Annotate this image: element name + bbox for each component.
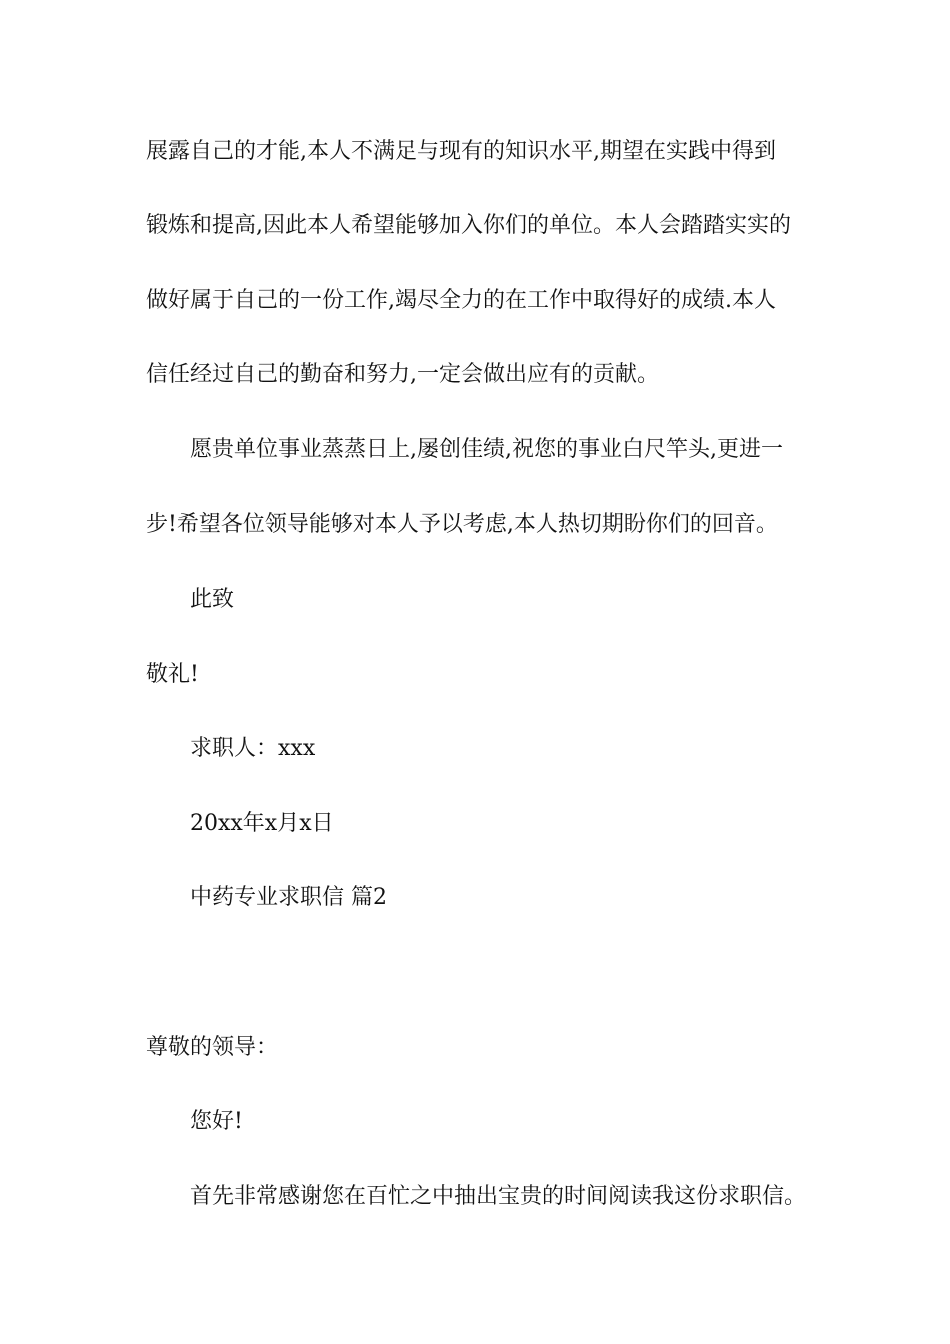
signature-line: 求职人：xxx: [190, 736, 316, 761]
greeting-text: 您好!: [190, 1109, 243, 1134]
section-title: 中药专业求职信 篇2: [190, 885, 387, 910]
body-text-line: 展露自己的才能,本人不满足与现有的知识水平,期望在实践中得到: [146, 139, 776, 164]
date-line: 20xx年x月x日: [190, 811, 334, 836]
greeting-line: 尊敬的领导：: [146, 1035, 279, 1060]
body-text-line: 做好属于自己的一份工作,竭尽全力的在工作中取得好的成绩.本人: [146, 288, 776, 313]
salutation-closing: 敬礼!: [146, 662, 199, 687]
body-text-line: 锻炼和提高,因此本人希望能够加入你们的单位。本人会踏踏实实的: [146, 213, 791, 238]
body-text-line: 愿贵单位事业蒸蒸日上,屡创佳绩,祝您的事业白尺竿头,更进一: [190, 437, 783, 462]
closing-phrase: 此致: [190, 587, 235, 612]
body-text-line: 信任经过自己的勤奋和努力,一定会做出应有的贡献。: [146, 362, 659, 387]
body-text-line: 首先非常感谢您在百忙之中抽出宝贵的时间阅读我这份求职信。: [190, 1184, 807, 1209]
body-text-line: 步!希望各位领导能够对本人予以考虑,本人热切期盼你们的回音。: [146, 512, 778, 537]
